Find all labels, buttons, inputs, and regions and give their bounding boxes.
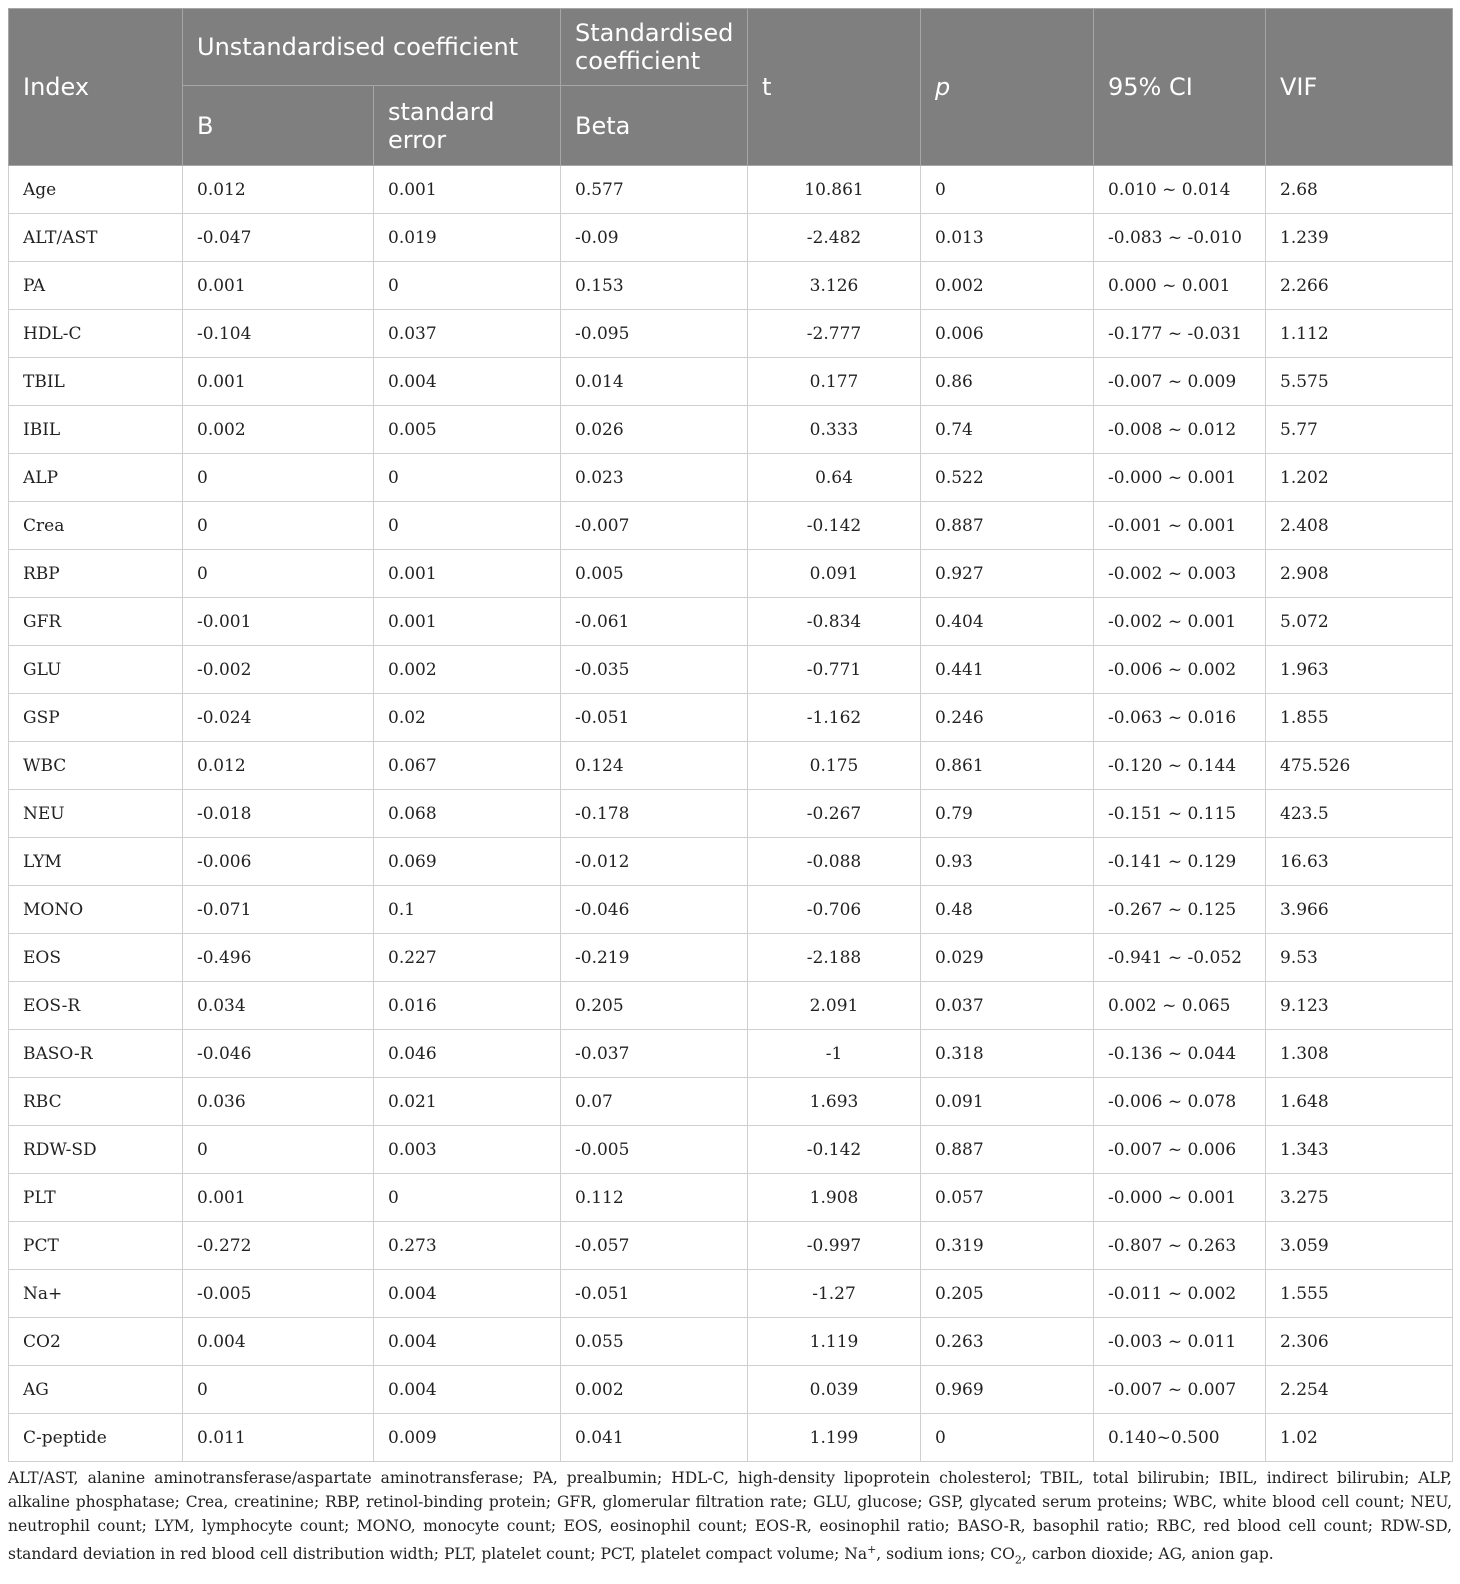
cell-beta: -0.035 <box>561 646 748 694</box>
cell-t: 0.175 <box>748 742 921 790</box>
cell-p: 0.93 <box>921 838 1094 886</box>
cell-t: -0.771 <box>748 646 921 694</box>
footnote-sup: + <box>867 1543 877 1556</box>
cell-ci: -0.141 ~ 0.129 <box>1094 838 1266 886</box>
table-row <box>9 1414 1453 1462</box>
cell-beta: 0.205 <box>561 982 748 1030</box>
cell-b: 0.002 <box>183 406 374 454</box>
cell-vif: 2.254 <box>1266 1366 1453 1414</box>
cell-index: GFR <box>9 598 183 646</box>
cell-standard-error: 0.021 <box>374 1078 561 1126</box>
cell-beta: 0.124 <box>561 742 748 790</box>
cell-t: -1.27 <box>748 1270 921 1318</box>
table-row <box>9 1318 1453 1366</box>
cell-t: -1.162 <box>748 694 921 742</box>
cell-beta: -0.005 <box>561 1126 748 1174</box>
table-row <box>9 550 1453 598</box>
cell-index: HDL-C <box>9 310 183 358</box>
cell-index: GSP <box>9 694 183 742</box>
cell-t: 0.091 <box>748 550 921 598</box>
cell-t: 2.091 <box>748 982 921 1030</box>
cell-beta: -0.012 <box>561 838 748 886</box>
cell-vif: 16.63 <box>1266 838 1453 886</box>
cell-vif: 3.966 <box>1266 886 1453 934</box>
header-t: t <box>748 9 921 166</box>
header-p: p <box>921 9 1094 166</box>
cell-t: -0.142 <box>748 1126 921 1174</box>
cell-ci: -0.136 ~ 0.044 <box>1094 1030 1266 1078</box>
cell-b: -0.047 <box>183 214 374 262</box>
cell-vif: 1.239 <box>1266 214 1453 262</box>
cell-t: 0.177 <box>748 358 921 406</box>
cell-standard-error: 0.019 <box>374 214 561 262</box>
footnote-sub: 2 <box>1014 1553 1022 1567</box>
cell-beta: 0.153 <box>561 262 748 310</box>
cell-vif: 2.68 <box>1266 166 1453 214</box>
cell-t: 1.119 <box>748 1318 921 1366</box>
cell-p: 0.74 <box>921 406 1094 454</box>
cell-vif: 2.908 <box>1266 550 1453 598</box>
cell-b: 0 <box>183 1366 374 1414</box>
cell-t: 3.126 <box>748 262 921 310</box>
cell-p: 0.927 <box>921 550 1094 598</box>
cell-standard-error: 0.004 <box>374 1270 561 1318</box>
cell-standard-error: 0.227 <box>374 934 561 982</box>
cell-index: PLT <box>9 1174 183 1222</box>
cell-ci: -0.011 ~ 0.002 <box>1094 1270 1266 1318</box>
cell-t: 0.333 <box>748 406 921 454</box>
cell-beta: -0.037 <box>561 1030 748 1078</box>
cell-index: BASO-R <box>9 1030 183 1078</box>
cell-ci: 0.002 ~ 0.065 <box>1094 982 1266 1030</box>
cell-t: -0.834 <box>748 598 921 646</box>
cell-b: 0.012 <box>183 166 374 214</box>
cell-standard-error: 0.067 <box>374 742 561 790</box>
cell-p: 0.205 <box>921 1270 1094 1318</box>
cell-vif: 1.855 <box>1266 694 1453 742</box>
cell-b: -0.272 <box>183 1222 374 1270</box>
cell-index: AG <box>9 1366 183 1414</box>
cell-index: NEU <box>9 790 183 838</box>
table-header <box>9 9 1453 166</box>
cell-t: -1 <box>748 1030 921 1078</box>
cell-index: WBC <box>9 742 183 790</box>
footnote-text-2: , sodium ions; CO <box>876 1545 1015 1564</box>
table-row <box>9 982 1453 1030</box>
cell-p: 0.091 <box>921 1078 1094 1126</box>
cell-beta: 0.07 <box>561 1078 748 1126</box>
cell-ci: -0.063 ~ 0.016 <box>1094 694 1266 742</box>
cell-p: 0.522 <box>921 454 1094 502</box>
cell-t: -0.142 <box>748 502 921 550</box>
table-row <box>9 886 1453 934</box>
cell-vif: 2.306 <box>1266 1318 1453 1366</box>
cell-beta: -0.057 <box>561 1222 748 1270</box>
cell-index: Age <box>9 166 183 214</box>
cell-ci: -0.000 ~ 0.001 <box>1094 1174 1266 1222</box>
cell-vif: 1.308 <box>1266 1030 1453 1078</box>
cell-standard-error: 0.004 <box>374 1318 561 1366</box>
cell-b: -0.006 <box>183 838 374 886</box>
table-row <box>9 694 1453 742</box>
table-row <box>9 406 1453 454</box>
cell-beta: -0.09 <box>561 214 748 262</box>
cell-vif: 1.112 <box>1266 310 1453 358</box>
cell-standard-error: 0.001 <box>374 166 561 214</box>
cell-ci: -0.003 ~ 0.011 <box>1094 1318 1266 1366</box>
cell-t: 1.693 <box>748 1078 921 1126</box>
cell-p: 0.263 <box>921 1318 1094 1366</box>
cell-b: 0.011 <box>183 1414 374 1462</box>
cell-b: 0 <box>183 454 374 502</box>
cell-vif: 1.963 <box>1266 646 1453 694</box>
cell-ci: 0.010 ~ 0.014 <box>1094 166 1266 214</box>
cell-vif: 5.77 <box>1266 406 1453 454</box>
cell-ci: 0.000 ~ 0.001 <box>1094 262 1266 310</box>
table-row <box>9 262 1453 310</box>
cell-vif: 2.408 <box>1266 502 1453 550</box>
cell-ci: -0.006 ~ 0.002 <box>1094 646 1266 694</box>
cell-ci: -0.006 ~ 0.078 <box>1094 1078 1266 1126</box>
cell-vif: 1.343 <box>1266 1126 1453 1174</box>
cell-standard-error: 0.037 <box>374 310 561 358</box>
cell-vif: 2.266 <box>1266 262 1453 310</box>
cell-p: 0.013 <box>921 214 1094 262</box>
cell-standard-error: 0.02 <box>374 694 561 742</box>
table-body <box>9 166 1453 1462</box>
cell-b: -0.005 <box>183 1270 374 1318</box>
cell-standard-error: 0 <box>374 1174 561 1222</box>
cell-ci: -0.177 ~ -0.031 <box>1094 310 1266 358</box>
cell-standard-error: 0.068 <box>374 790 561 838</box>
cell-index: Na+ <box>9 1270 183 1318</box>
cell-ci: -0.267 ~ 0.125 <box>1094 886 1266 934</box>
cell-b: 0 <box>183 502 374 550</box>
cell-b: 0.012 <box>183 742 374 790</box>
cell-index: C-peptide <box>9 1414 183 1462</box>
cell-p: 0.246 <box>921 694 1094 742</box>
cell-ci: -0.000 ~ 0.001 <box>1094 454 1266 502</box>
header-vif: VIF <box>1266 9 1453 166</box>
cell-index: CO2 <box>9 1318 183 1366</box>
cell-p: 0.887 <box>921 1126 1094 1174</box>
cell-index: PA <box>9 262 183 310</box>
cell-p: 0.029 <box>921 934 1094 982</box>
header-beta: Beta <box>561 86 748 166</box>
table-row <box>9 1030 1453 1078</box>
cell-ci: -0.008 ~ 0.012 <box>1094 406 1266 454</box>
cell-p: 0.319 <box>921 1222 1094 1270</box>
cell-index: PCT <box>9 1222 183 1270</box>
table-row <box>9 166 1453 214</box>
table-row <box>9 790 1453 838</box>
cell-b: 0 <box>183 550 374 598</box>
cell-vif: 1.202 <box>1266 454 1453 502</box>
cell-ci: -0.083 ~ -0.010 <box>1094 214 1266 262</box>
cell-p: 0.861 <box>921 742 1094 790</box>
cell-ci: -0.001 ~ 0.001 <box>1094 502 1266 550</box>
cell-standard-error: 0.009 <box>374 1414 561 1462</box>
cell-b: 0.036 <box>183 1078 374 1126</box>
cell-vif: 3.059 <box>1266 1222 1453 1270</box>
cell-p: 0.006 <box>921 310 1094 358</box>
cell-p: 0.48 <box>921 886 1094 934</box>
table-row <box>9 1174 1453 1222</box>
table-row <box>9 358 1453 406</box>
cell-ci: -0.007 ~ 0.006 <box>1094 1126 1266 1174</box>
cell-standard-error: 0.069 <box>374 838 561 886</box>
cell-ci: -0.120 ~ 0.144 <box>1094 742 1266 790</box>
cell-beta: 0.577 <box>561 166 748 214</box>
cell-beta: 0.026 <box>561 406 748 454</box>
cell-beta: -0.051 <box>561 694 748 742</box>
cell-index: IBIL <box>9 406 183 454</box>
cell-b: -0.046 <box>183 1030 374 1078</box>
cell-index: ALP <box>9 454 183 502</box>
cell-beta: -0.095 <box>561 310 748 358</box>
table-row <box>9 1270 1453 1318</box>
table-row <box>9 214 1453 262</box>
cell-b: 0 <box>183 1126 374 1174</box>
cell-standard-error: 0 <box>374 502 561 550</box>
cell-b: -0.018 <box>183 790 374 838</box>
cell-t: -0.088 <box>748 838 921 886</box>
cell-standard-error: 0.001 <box>374 550 561 598</box>
header-index: Index <box>9 9 183 166</box>
table-row <box>9 598 1453 646</box>
cell-ci: -0.007 ~ 0.007 <box>1094 1366 1266 1414</box>
cell-index: RDW-SD <box>9 1126 183 1174</box>
cell-ci: -0.002 ~ 0.003 <box>1094 550 1266 598</box>
cell-beta: 0.002 <box>561 1366 748 1414</box>
table-row <box>9 1078 1453 1126</box>
table-row <box>9 934 1453 982</box>
cell-beta: -0.051 <box>561 1270 748 1318</box>
cell-t: -0.267 <box>748 790 921 838</box>
cell-t: -2.188 <box>748 934 921 982</box>
cell-vif: 475.526 <box>1266 742 1453 790</box>
cell-standard-error: 0.273 <box>374 1222 561 1270</box>
cell-index: MONO <box>9 886 183 934</box>
cell-b: 0.001 <box>183 1174 374 1222</box>
table-footnote <box>8 1466 1452 1572</box>
footnote-text-1: ALT/AST, alanine aminotransferase/aspartate aminotransferase; PA, prealbumin; HDL-C, high-density lipoprotein cholesterol; TBIL, total bilirubin; IBIL, indirect bilirubin; ALP, alkaline phosphatase; Crea, creatinine; RBP, retinol-binding protein; GFR, glomerular filtration rate; GLU, glucose; GSP, glycated serum proteins; WBC, white blood cell count; NEU, neutrophil count; LYM, lymphocyte count; MONO, monocyte count; EOS, eosinophil count; EOS-R, eosinophil ratio; BASO-R, basophil ratio; RBC, red blood cell count; RDW-SD, standard deviation in red blood cell distribution width; PLT, platelet count; PCT, platelet compact volume; Na <box>8 1469 1452 1564</box>
cell-b: -0.071 <box>183 886 374 934</box>
cell-vif: 5.072 <box>1266 598 1453 646</box>
cell-p: 0 <box>921 166 1094 214</box>
cell-ci: -0.002 ~ 0.001 <box>1094 598 1266 646</box>
cell-b: 0.034 <box>183 982 374 1030</box>
cell-index: ALT/AST <box>9 214 183 262</box>
cell-standard-error: 0.004 <box>374 1366 561 1414</box>
table-row <box>9 454 1453 502</box>
cell-p: 0.002 <box>921 262 1094 310</box>
cell-index: RBP <box>9 550 183 598</box>
cell-index: EOS <box>9 934 183 982</box>
cell-p: 0.318 <box>921 1030 1094 1078</box>
cell-ci: -0.941 ~ -0.052 <box>1094 934 1266 982</box>
cell-beta: 0.055 <box>561 1318 748 1366</box>
cell-index: RBC <box>9 1078 183 1126</box>
footnote-text-3: , carbon dioxide; AG, anion gap. <box>1021 1545 1274 1564</box>
cell-vif: 5.575 <box>1266 358 1453 406</box>
cell-p: 0.969 <box>921 1366 1094 1414</box>
cell-beta: 0.014 <box>561 358 748 406</box>
cell-standard-error: 0.003 <box>374 1126 561 1174</box>
cell-beta: -0.178 <box>561 790 748 838</box>
header-standardised: Standardised coefficient <box>561 9 748 86</box>
cell-p: 0.86 <box>921 358 1094 406</box>
cell-ci: 0.140~0.500 <box>1094 1414 1266 1462</box>
cell-ci: -0.007 ~ 0.009 <box>1094 358 1266 406</box>
cell-vif: 1.02 <box>1266 1414 1453 1462</box>
cell-t: -2.482 <box>748 214 921 262</box>
cell-standard-error: 0.002 <box>374 646 561 694</box>
cell-standard-error: 0.046 <box>374 1030 561 1078</box>
cell-beta: 0.005 <box>561 550 748 598</box>
cell-vif: 423.5 <box>1266 790 1453 838</box>
cell-p: 0.404 <box>921 598 1094 646</box>
cell-t: -0.997 <box>748 1222 921 1270</box>
cell-index: TBIL <box>9 358 183 406</box>
cell-p: 0 <box>921 1414 1094 1462</box>
cell-b: -0.001 <box>183 598 374 646</box>
cell-t: -0.706 <box>748 886 921 934</box>
cell-standard-error: 0 <box>374 262 561 310</box>
cell-index: LYM <box>9 838 183 886</box>
cell-t: 1.199 <box>748 1414 921 1462</box>
cell-beta: -0.046 <box>561 886 748 934</box>
cell-vif: 9.53 <box>1266 934 1453 982</box>
cell-p: 0.887 <box>921 502 1094 550</box>
cell-vif: 9.123 <box>1266 982 1453 1030</box>
cell-t: 10.861 <box>748 166 921 214</box>
regression-table-container <box>8 8 1452 1572</box>
cell-p: 0.441 <box>921 646 1094 694</box>
cell-b: -0.496 <box>183 934 374 982</box>
cell-vif: 1.648 <box>1266 1078 1453 1126</box>
cell-standard-error: 0.005 <box>374 406 561 454</box>
cell-beta: 0.041 <box>561 1414 748 1462</box>
table-row <box>9 646 1453 694</box>
cell-vif: 1.555 <box>1266 1270 1453 1318</box>
cell-t: 0.039 <box>748 1366 921 1414</box>
table-row <box>9 310 1453 358</box>
cell-p: 0.037 <box>921 982 1094 1030</box>
cell-beta: -0.007 <box>561 502 748 550</box>
cell-b: -0.002 <box>183 646 374 694</box>
cell-vif: 3.275 <box>1266 1174 1453 1222</box>
header-ci: 95% CI <box>1094 9 1266 166</box>
table-row <box>9 1126 1453 1174</box>
cell-b: 0.001 <box>183 358 374 406</box>
cell-beta: 0.112 <box>561 1174 748 1222</box>
cell-standard-error: 0.016 <box>374 982 561 1030</box>
cell-beta: 0.023 <box>561 454 748 502</box>
header-b: B <box>183 86 374 166</box>
cell-standard-error: 0.001 <box>374 598 561 646</box>
cell-standard-error: 0.1 <box>374 886 561 934</box>
cell-b: 0.004 <box>183 1318 374 1366</box>
header-standard-error: standard error <box>374 86 561 166</box>
table-row <box>9 502 1453 550</box>
cell-b: -0.024 <box>183 694 374 742</box>
table-row <box>9 1366 1453 1414</box>
regression-table <box>8 8 1453 1462</box>
cell-b: 0.001 <box>183 262 374 310</box>
cell-standard-error: 0 <box>374 454 561 502</box>
cell-ci: -0.151 ~ 0.115 <box>1094 790 1266 838</box>
cell-p: 0.79 <box>921 790 1094 838</box>
cell-index: GLU <box>9 646 183 694</box>
cell-t: 0.64 <box>748 454 921 502</box>
cell-beta: -0.061 <box>561 598 748 646</box>
table-row <box>9 1222 1453 1270</box>
table-row <box>9 838 1453 886</box>
cell-beta: -0.219 <box>561 934 748 982</box>
cell-t: -2.777 <box>748 310 921 358</box>
cell-standard-error: 0.004 <box>374 358 561 406</box>
cell-index: Crea <box>9 502 183 550</box>
cell-ci: -0.807 ~ 0.263 <box>1094 1222 1266 1270</box>
cell-index: EOS-R <box>9 982 183 1030</box>
table-row <box>9 742 1453 790</box>
cell-b: -0.104 <box>183 310 374 358</box>
header-unstandardised: Unstandardised coefficient <box>183 9 561 86</box>
cell-t: 1.908 <box>748 1174 921 1222</box>
cell-p: 0.057 <box>921 1174 1094 1222</box>
